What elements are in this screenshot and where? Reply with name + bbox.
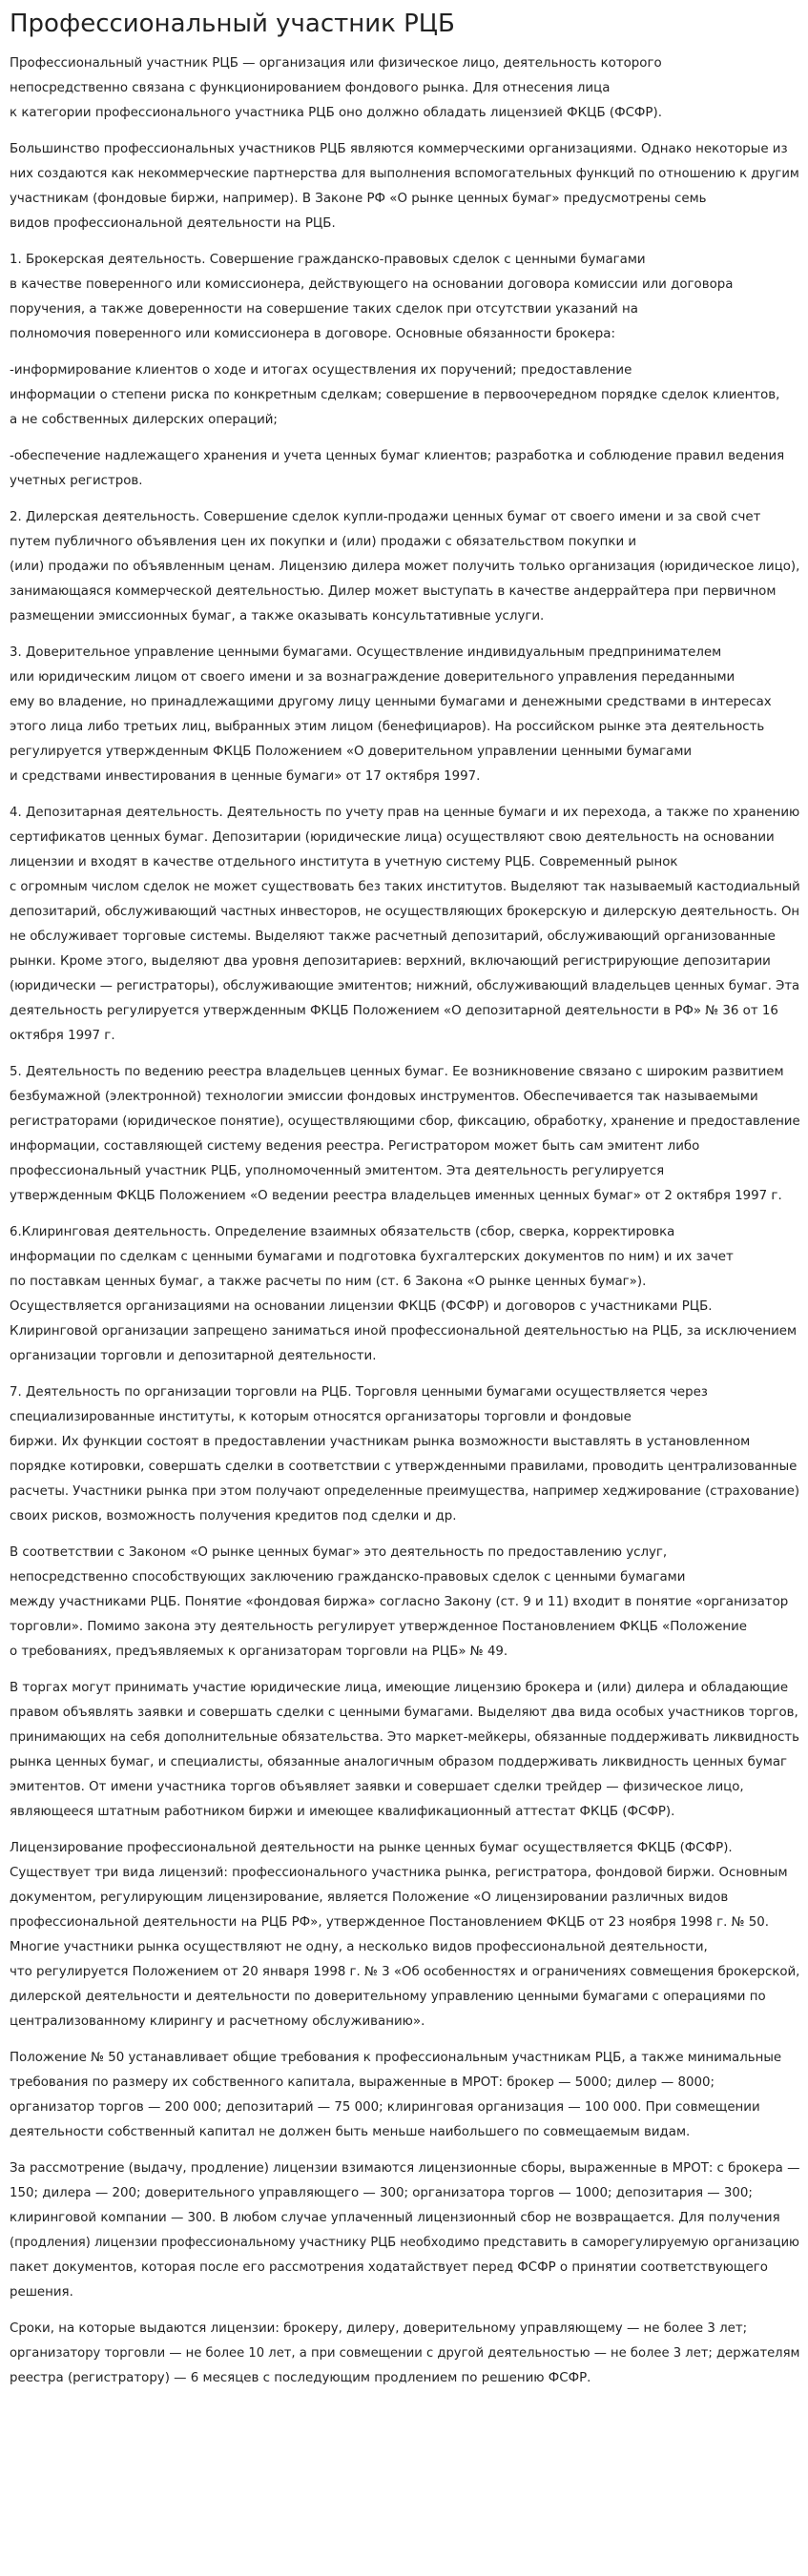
text-line: Клиринговой организации запрещено заниматься иной профессиональной деятельностью на РЦБ, за исключением — [10, 1324, 798, 1339]
text-line: 4. Депозитарная деятельность. Деятельность по учету прав на ценные бумаги и их перехода, а также по хранению — [10, 806, 800, 820]
text-line: принимающих на себя дополнительные обязательства. Это маркет-мейкеры, обязанные поддерживать ликвидность — [10, 1730, 799, 1745]
text-line: между участниками РЦБ. Понятие «фондовая биржа» согласно Закону (ст. 9 и 11) входит в понятие «организатор — [10, 1595, 789, 1609]
text-line: октября 1997 г. — [10, 1029, 115, 1043]
text-line: что регулируется Положением от 20 января 1998 г. № 3 «Об особенностях и ограничениях совмещения брокерской, — [10, 1965, 800, 1979]
text-line: непосредственно способствующих заключению гражданско-правовых сделок с ценными бумагами — [10, 1570, 686, 1584]
paragraph — [10, 444, 801, 494]
text-line: полномочия поверенного или комиссионера в договоре. Основные обязанности брокера: — [10, 327, 615, 341]
paragraph — [10, 1676, 801, 1825]
paragraph — [10, 1541, 801, 1665]
text-line: Профессиональный участник РЦБ — организация или физическое лицо, деятельность которого — [10, 56, 662, 71]
text-line: занимающаяся коммерческой деятельностью. Дилер может выступать в качестве андеррайтера при первичном — [10, 584, 777, 599]
text-line: пакет документов, которая после его рассмотрения ходатайствует перед ФСФР о принятии соответствующего — [10, 2260, 768, 2275]
paragraph — [10, 248, 801, 347]
text-line: 2. Дилерская деятельность. Совершение сделок купли-продажи ценных бумаг от своего имени и за свой счет — [10, 510, 761, 524]
text-line: утвержденным ФКЦБ Положением «О ведении реестра владельцев именных ценных бумаг» от 2 октября 1997 г. — [10, 1189, 782, 1203]
text-line: участникам (фондовые биржи, например). В Законе РФ «О рынке ценных бумаг» предусмотрены семь — [10, 192, 707, 206]
text-line: являющееся штатным работником биржи и имеющее квалификационный аттестат ФКЦБ (ФСФР). — [10, 1805, 675, 1819]
text-line: Многие участники рынка осуществляют не одну, а несколько видов профессиональной деятельности, — [10, 1940, 708, 1954]
text-line: путем публичного объявления цен их покупки и (или) продажи с обязательством покупки и — [10, 535, 637, 549]
text-line: биржи. Их функции состоят в предоставлении участникам рынка возможности выставлять в установленном — [10, 1435, 751, 1449]
paragraph — [10, 641, 801, 789]
text-line: профессиональной деятельности на РЦБ РФ», утвержденное Постановлением ФКЦБ от 23 ноября 1998 г. № 50. — [10, 1915, 770, 1930]
text-line: а не собственных дилерских операций; — [10, 413, 278, 427]
text-line: организации торговли и депозитарной деятельности. — [10, 1349, 377, 1363]
paragraph — [10, 137, 801, 236]
text-line: и средствами инвестирования в ценные бумаги» от 17 октября 1997. — [10, 769, 481, 784]
text-line: (продления) лицензии профессиональному участнику РЦБ необходимо представить в саморегулируемую организацию — [10, 2236, 799, 2250]
text-line: реестра (регистратору) — 6 месяцев с последующим продлением по решению ФСФР. — [10, 2371, 591, 2385]
text-line: ему во владение, но принадлежащими другому лицу ценными бумагами и денежными средствами в интересах — [10, 695, 772, 709]
text-line: Существует три вида лицензий: профессионального участника рынка, регистратора, фондовой биржи. Основным — [10, 1866, 788, 1880]
text-line: В торгах могут принимать участие юридические лица, имеющие лицензию брокера и (или) дилера и обладающие — [10, 1681, 789, 1695]
text-line: с огромным числом сделок не может существовать без таких институтов. Выделяют так называемый кастодиальный — [10, 880, 800, 894]
text-line: организатор торгов — 200 000; депозитарий — 75 000; клиринговая организация — 100 000. При совмещении — [10, 2100, 760, 2115]
text-line: эмитентов. От имени участника торгов объявляет заявки и совершает сделки трейдер — физическое лицо, — [10, 1780, 744, 1794]
text-line: них создаются как некоммерческие партнерства для выполнения вспомогательных функций по отношению к другим — [10, 167, 799, 181]
paragraph — [10, 2046, 801, 2145]
text-line: организатору торговли — не более 10 лет, а при совмещении с другой деятельностью — не более 3 лет; держателям — [10, 2346, 800, 2361]
text-line: дилерской деятельности и деятельности по доверительному управлению ценными бумагами с операциями по — [10, 1990, 766, 2004]
text-line: деятельность регулируется утвержденным ФКЦБ Положением «О депозитарной деятельности в РФ» № 36 от 16 — [10, 1004, 778, 1018]
text-line: Положение № 50 устанавливает общие требования к профессиональным участникам РЦБ, а также минимальные — [10, 2051, 782, 2065]
paragraph — [10, 2317, 801, 2391]
text-line: депозитарий, обслуживающий частных инвесторов, не осуществляющих брокерскую и дилерскую деятельность. Он — [10, 905, 800, 919]
text-line: своих рисков, возможность получения кредитов под сделки и др. — [10, 1509, 457, 1523]
text-line: сертификатов ценных бумаг. Депозитарии (юридические лица) осуществляют свою деятельность на основании — [10, 830, 775, 845]
text-line: безбумажной (электронной) технологии эмиссии фондовых инструментов. Обеспечивается так называемыми — [10, 1090, 758, 1104]
paragraph — [10, 505, 801, 629]
paragraph — [10, 2157, 801, 2305]
text-line: о требованиях, предъявляемых к организаторам торговли на РЦБ» № 49. — [10, 1645, 508, 1659]
paragraph — [10, 1220, 801, 1369]
text-line: документом, регулирующим лицензирование, является Положение «О лицензировании различных видов — [10, 1891, 729, 1905]
text-line: 3. Доверительное управление ценными бумагами. Осуществление индивидуальным предпринимателем — [10, 645, 722, 660]
text-line: Сроки, на которые выдаются лицензии: брокеру, дилеру, доверительному управляющему — не более 3 лет; — [10, 2321, 748, 2336]
text-line: -информирование клиентов о ходе и итогах осуществления их поручений; предоставление — [10, 363, 632, 378]
text-line: -обеспечение надлежащего хранения и учета ценных бумаг клиентов; разработка и соблюдение правил ведения — [10, 449, 785, 463]
text-line: специализированные институты, к которым относятся организаторы торговли и фондовые — [10, 1410, 632, 1424]
text-line: расчеты. Участники рынка при этом получают определенные преимущества, например хеджирование (страхование) — [10, 1484, 800, 1499]
text-line: централизованному клирингу и расчетному обслуживанию». — [10, 2014, 425, 2029]
text-line: Осуществляется организациями на основании лицензии ФКЦБ (ФСФР) и договоров с участниками РЦБ. — [10, 1299, 713, 1314]
text-line: регистраторами (юридическое понятие), осуществляющими сбор, фиксацию, обработку, хранение и предоставление — [10, 1114, 800, 1129]
text-line: видов профессиональной деятельности на РЦБ. — [10, 216, 336, 231]
text-line: в качестве поверенного или комиссионера, действующего на основании договора комиссии или договора — [10, 277, 734, 292]
text-line: деятельности собственный капитал не должен быть меньше наибольшего по совмещаемым видам. — [10, 2125, 691, 2139]
paragraph — [10, 801, 801, 1049]
text-line: профессиональный участник РЦБ, уполномоченный эмитентом. Эта деятельность регулируется — [10, 1164, 665, 1178]
text-line: Большинство профессиональных участников РЦБ являются коммерческими организациями. Однако некоторые из — [10, 142, 788, 156]
text-line: рынки. Кроме этого, выделяют два уровня депозитариев: верхний, включающий регистрирующие депозитарии — [10, 954, 771, 969]
text-line: к категории профессионального участника РЦБ оно должно обладать лицензией ФКЦБ (ФСФР). — [10, 106, 662, 120]
text-line: информации, составляющей систему ведения реестра. Регистратором может быть сам эмитент либо — [10, 1139, 700, 1154]
text-line: 7. Деятельность по организации торговли на РЦБ. Торговля ценными бумагами осуществляется через — [10, 1385, 708, 1400]
text-line: торговли». Помимо закона эту деятельность регулирует утвержденное Постановлением ФКЦБ «Положение — [10, 1620, 748, 1634]
text-line: 6.Клиринговая деятельность. Определение взаимных обязательств (сбор, сверка, корректировка — [10, 1225, 675, 1239]
text-line: лицензии и входят в качестве отдельного института в учетную систему РЦБ. Современный рынок — [10, 855, 678, 869]
text-line: информации по сделкам с ценными бумагами и подготовка бухгалтерских документов по ним) и их зачет — [10, 1250, 734, 1264]
text-line: клиринговой компании — 300. В любом случае уплаченный лицензионный сбор не возвращается. Для получения — [10, 2211, 780, 2225]
text-line: регулируется утвержденным ФКЦБ Положением «О доверительном управлении ценными бумагами — [10, 745, 693, 759]
text-line: поручения, а также доверенности на совершение таких сделок при отсутствии указаний на — [10, 302, 638, 317]
text-line: 1. Брокерская деятельность. Совершение гражданско-правовых сделок с ценными бумагами — [10, 253, 646, 267]
paragraph — [10, 1060, 801, 1209]
text-line: правом объявлять заявки и совершать сделки с ценными бумагами. Выделяют два вида особых участников торгов, — [10, 1706, 798, 1720]
paragraph — [10, 1836, 801, 2034]
paragraph — [10, 358, 801, 433]
paragraph — [10, 1380, 801, 1529]
article-body — [10, 51, 801, 2391]
text-line: или юридическим лицом от своего имени и за вознаграждение доверительного управления переданными — [10, 670, 735, 685]
text-line: этого лица либо третьих лиц, выбранных этим лицом (бенефициаров). На российском рынке эта деятельность — [10, 720, 765, 734]
text-line: не обслуживает торговые системы. Выделяют также расчетный депозитарий, обслуживающий организованные — [10, 930, 776, 944]
text-line: (юридически — регистраторы), обслуживающие эмитентов; нижний, обслуживающий владельцев ценных бумаг. Эта — [10, 979, 800, 993]
text-line: В соответствии с Законом «О рынке ценных бумаг» это деятельность по предоставлению услуг, — [10, 1545, 668, 1560]
text-line: За рассмотрение (выдачу, продление) лицензии взимаются лицензионные сборы, выраженные в МРОТ: с брокера — — [10, 2161, 800, 2176]
text-line: по поставкам ценных бумаг, а также расчеты по ним (ст. 6 Закона «О рынке ценных бумаг»). — [10, 1275, 647, 1289]
text-line: размещении эмиссионных бумаг, а также оказывать консультативные услуги. — [10, 609, 545, 624]
text-line: решения. — [10, 2285, 73, 2300]
text-line: Лицензирование профессиональной деятельности на рынке ценных бумаг осуществляется ФКЦБ (ФСФР). — [10, 1841, 733, 1855]
text-line: учетных регистров. — [10, 474, 143, 488]
text-line: рынка ценных бумаг, и специалисты, обязанные аналогичным образом поддерживать ликвидность ценных бумаг — [10, 1755, 788, 1769]
page-title: Профессиональный участник РЦБ — [10, 10, 455, 38]
text-line: информации о степени риска по конкретным сделкам; совершение в первоочередном порядке сделок клиентов, — [10, 388, 780, 402]
text-line: требования по размеру их собственного капитала, выраженные в МРОТ: брокер — 5000; дилер — 8000; — [10, 2075, 715, 2090]
paragraph — [10, 51, 801, 126]
text-line: порядке котировки, совершать сделки в соответствии с утвержденными правилами, проводить централизованные — [10, 1460, 798, 1474]
text-line: 150; дилера — 200; доверительного управляющего — 300; организатора торгов — 1000; депозитария — 300; — [10, 2186, 753, 2200]
text-line: (или) продажи по объявленным ценам. Лицензию дилера может получить только организация (юридическое лицо), — [10, 560, 800, 574]
text-line: непосредственно связана с функционированием фондового рынка. Для отнесения лица — [10, 81, 611, 95]
text-line: 5. Деятельность по ведению реестра владельцев ценных бумаг. Ее возникновение связано с широким развитием — [10, 1065, 784, 1079]
